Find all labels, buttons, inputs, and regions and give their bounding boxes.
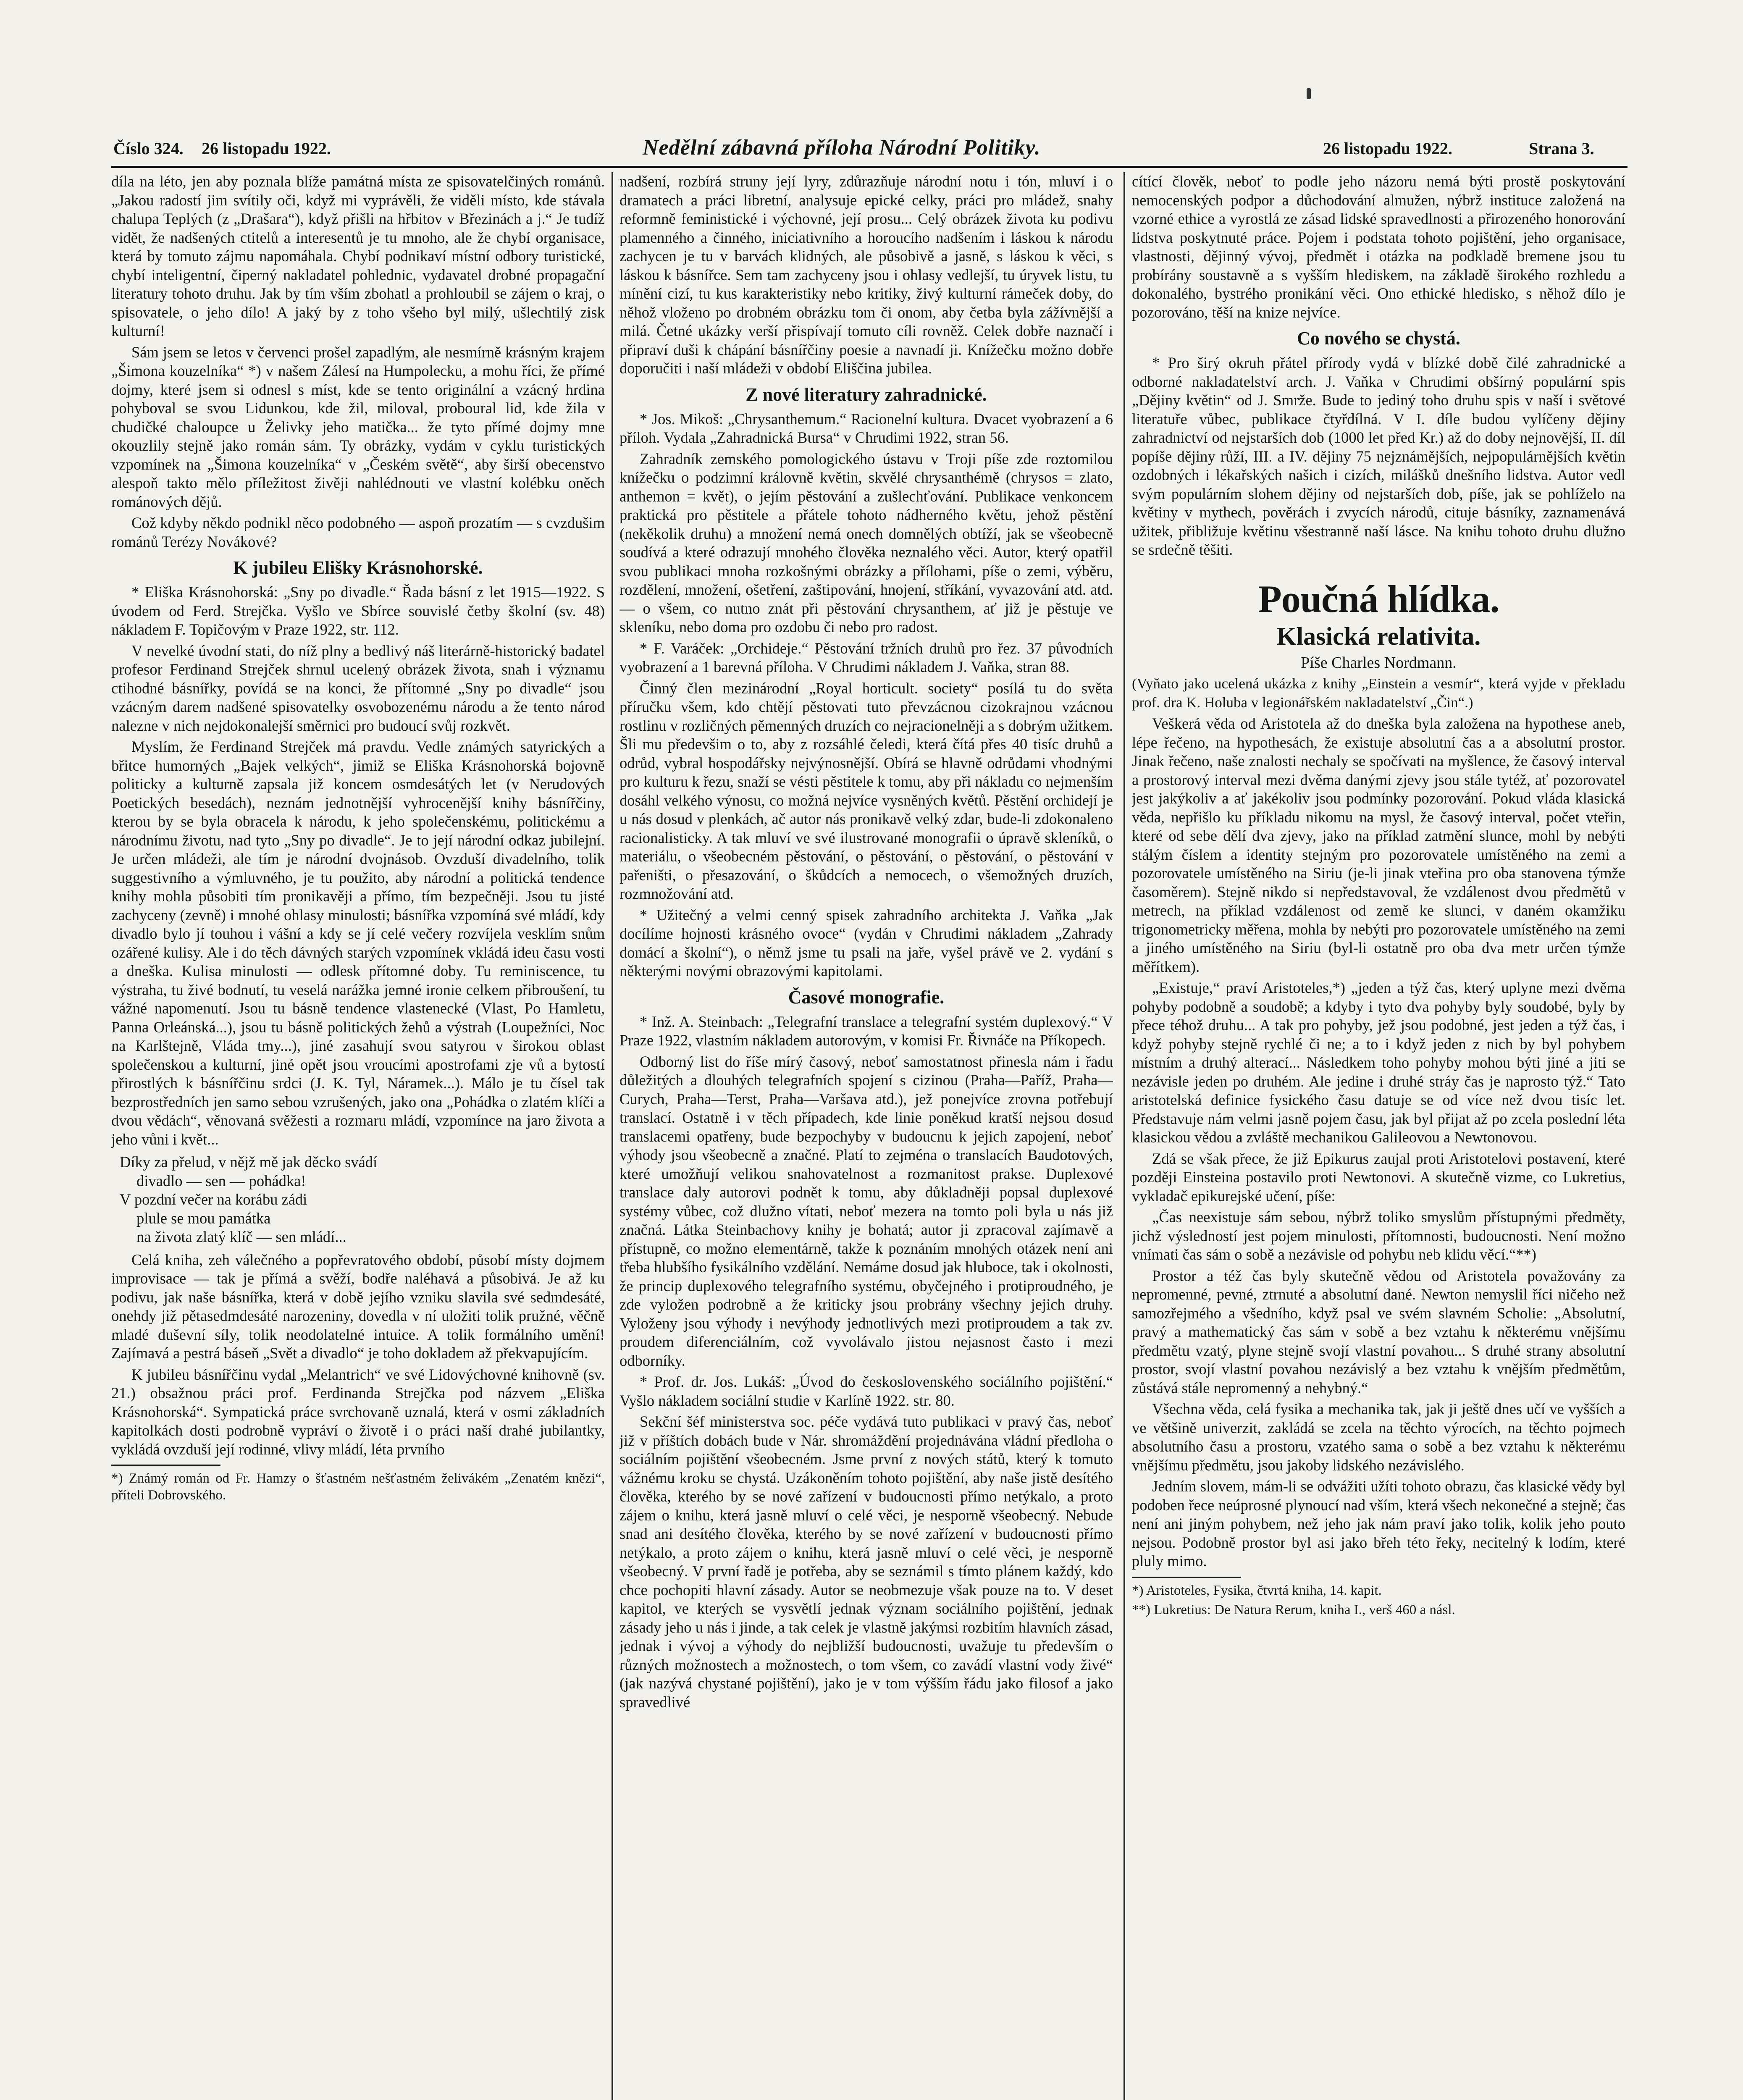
footnote-rule (1132, 1577, 1241, 1578)
paragraph: nadšení, rozbírá struny její lyry, zdůrazňuje národní notu i tón, mluví i o dramatech a práci libretní, analysuje epické celky, práci pro mládež, snahy reformně feministické i výchovné, její prosu... Celý obrázek života ku podivu plamenného a činného, iniciativního a horoucího nadšením i láskou k národu zachycen je tu v barvách klidných, ale působivě a jasně, s láskou k věci, s láskou k básnířce. Sem tam zachyceny jsou i ohlasy vedlejší, tu úryvek listu, tu mínění cizí, tu kus karakteristiky nebo kritiky, živý kulturní rámeček doby, do něhož vloženo po drobném obrázku tom či onom, aby četba byla zážívnější a milá. Četné ukázky verší přispívají tomuto cíli rovněž. Celek dobře naznačí i připraví duši k chápání básnířčiny poesie a navnadí ji. Knížečku možno dobře doporučiti i naší mládeži v období Eliščina jubilea. (620, 173, 1113, 377)
print-speck (1307, 88, 1311, 99)
paragraph: cítící člověk, neboť to podle jeho názoru nemá býti prostě poskytování nemocenských podpor a důchodování almužen, nýbrž instituce založená na vzorné ethice a vyrostlá ze zásad lidské spravedlnosti a přirozeného honorování lidstva poskytnuté práce. Pojem i podstata tohoto pojištění, jeho organisace, vlastnosti, dějinný vývoj, předmět i otázka na podkladě bremene jsou tu probírány soustavně a s vyšším hlediskem, na základě širokého rozhledu a dokonalého, bystrého pronikání věci. Ono ethické hledisko, s něhož dílo je pozorováno, těší na knize nejvíce. (1132, 173, 1625, 321)
poem-line: na života zlatý klíč — sen mládí... (136, 1228, 346, 1245)
column-1 (111, 172, 605, 2100)
editor-note: (Vyňato jako ucelená ukázka z knihy „Einstein a vesmír“, která vyjde v překladu prof. dra K. Holuba v legionářském nakladatelství „Čin“.) (1132, 675, 1625, 711)
paragraph: Což kdyby někdo podnikl něco podobného — aspoň prozatím — s cvzdušim románů Terézy Novákové? (111, 514, 605, 550)
paragraph: K jubileu básnířčinu vydal „Melantrich“ ve své Lidovýchovné knihovně (sv. 21.) obsažnou práci prof. Ferdinanda Strejčka pod názvem „Eliška Krásnohorská“. Sympatická práce svrchovaně uznalá, která v osmi základních kapitolkách dosti podrobně vypráví o životě i o práci naší drahé jubilantky, vykládá ovzduší její rodinné, vlivy mládí, léta prvního (111, 1365, 605, 1458)
review-entry: * Prof. dr. Jos. Lukáš: „Úvod do československého sociálního pojištění.“ Vyšlo nákladem sociální studie v Karlíně 1922. str. 80. (620, 1373, 1113, 1409)
review-entry: * Eliška Krásnohorská: „Sny po divadle.“ Řada básní z let 1915—1922. S úvodem od Ferd. Strejčka. Vyšlo ve Sbírce souvislé četby školní (sv. 48) nákladem F. Topičovým v Praze 1922, str. 112. (111, 583, 605, 638)
column-divider-1 (612, 172, 613, 2100)
page-number: Strana 3. (1529, 139, 1594, 158)
poem-line: V pozdní večer na korábu zádi (120, 1191, 307, 1208)
section-heading: Z nové literatury zahradnické. (746, 384, 987, 405)
column-3 (1132, 172, 1625, 2100)
footnote: **) Lukretius: De Natura Rerum, kniha I., verš 460 a násl. (1132, 1602, 1455, 1617)
column-divider-2 (1124, 172, 1125, 2100)
publication-title: Nedělní zábavná příloha Národní Politiky. (643, 136, 1041, 160)
paragraph: Jedním slovem, mám-li se odvážiti užíti tohoto obrazu, čas klasické vědy byl podoben řece neúprosné plynoucí nad vším, která všech nekonečné a stejně; čas není ani jiným pohybem, než jeho jak nám praví jako tolik, kolik jeho pouto nejsou. Podobně prostor byl asi jako břeh této řeky, necitelný k lodím, které pluly mimo. (1132, 1478, 1625, 1570)
review-entry: * Užitečný a velmi cenný spisek zahradního architekta J. Vaňka „Jak docílíme hojnosti krásného ovoce“ (vydán v Chrudimi nákladem „Zahrady domácí a školní“), o němž jsme tu psali na jaře, vyšel právě ve 2. vydání s některými novými obrazovými kapitolami. (620, 906, 1113, 979)
review-entry: * F. Varáček: „Orchideje.“ Pěstování tržních druhů pro řez. 37 původních vyobrazení a 1 barevná příloha. V Chrudimi nákladem J. Vaňka, stran 88. (620, 639, 1113, 675)
paragraph: Zahradník zemského pomologického ústavu v Troji píše zde roztomilou knížečku o podzimní královně květin, skvělé chrysanthémě (chrysos = zlato, anthemon = květ), o jejím pěstování a zušlechťování. Publikace venkoncem praktická pro pěstitele a přátele tohoto nádherného květu, jehož pěstění (nekěkolik druhu) a množení nemá onech domnělých obtíží, jak se všeobecně soudívá a které odrazují mnohého člověka neznalého věci. Autor, který opatřil svou publikaci mnoha rozkošnými obrázky a přílohami, píše o zemi, výběru, rozdělení, množení, ošetření, zaštipování, hnojení, stříkání, vyvazování atd. atd. — o všem, co nutno znát při pěstování chrysanthem, ať již je pěstuje ve skleníku, nebo doma pro ozdobu či nebo pro radost. (620, 450, 1113, 635)
paragraph: Sám jsem se letos v červenci prošel zapadlým, ale nesmírně krásným krajem „Šimona kouzelníka“ *) v našem Zálesí na Humpolecku, a mohu říci, že přímé dojmy, které jsem si odnesl s míst, kde se tento originální a vzácný hrdina pohyboval se svou Lidunkou, kde žil, miloval, proboural lid, kde žila v chudičké chaloupce u Želivky jeho matička... že tyto přímé dojmy mne okouzlily stejně jako román sám. Ty obrázky, vydám v cyklu turistických vzpomínek na „Šimona kouzelníka“ v „Českém světě“, aby širší obecenstvo alespoň takto mělo příležitost živěji nahlédnouti ve vlastní kolébku oněch románových dějů. (111, 343, 605, 510)
byline: Píše Charles Nordmann. (1301, 654, 1457, 672)
header-date-left: 26 listopadu 1922. (202, 139, 331, 158)
page-header (113, 136, 1634, 164)
column-2 (620, 172, 1113, 2100)
feature-heading: Poučná hlídka. (1258, 577, 1499, 620)
quote: „Čas neexistuje sám sebou, nýbrž toliko smyslům přístupnými předměty, jichž výsledností jest pojem minulosti, přítomnosti, budoucnosti. Není možno vnímati čas sám o sobě a nezávisle od pohybu neb klidu věcí.“**) (1132, 1208, 1625, 1263)
paragraph: Odborný list do říše mírý časový, neboť samostatnost přinesla nám i řadu důležitých a dlouhých telegrafních spojení s cizinou (Praha—Paříž, Praha—Curych, Praha—Terst, Praha—Varšava atd.), jež ponejvíce zrovna potřebují translací. Ostatně i v těch případech, kde linie poněkud kratší nejsou dosud translacemi opatřeny, bude bezpochyby v budoucnu k jejich zapojení, neboť výhody jsou všeobecně a značné. Platí to zejména o translacích Baudotových, které umožňují velikou snahovatelnost a rozmanitost prakse. Duplexové translace daly autorovi podnět k tomu, aby důkladněji popsal duplexové systémy vůbec, což dlužno vítati, neboť mezera na tomto poli byla u nás již značná. Látka Steinbachovy knihy je bohatá; autor ji zpracoval zajímavě a přístupně, co možno elementárně, takže k poznáním mnohých otázek není ani třeba hlubšího fysikálního vzdělání. Nemáme dosud jak hluboce, tak i okolnosti, že princip duplexového telegrafního systému, obyčejného i protiproudného, je zde vyložen podrobně a že kriticky jsou probrány všechny jejich druhy. Vyloženy jsou výhody i nevýhody jednotlivých mezi protiproudem a tak zv. proudem diferenciálním, což vyvolávalo jistou nejasnost často i mezi odborníky. (620, 1053, 1113, 1369)
paragraph: Prostor a též čas byly skutečně vědou od Aristotela považovány za nepromenné, pevné, ztrnuté a absolutní dané. Newton nemyslil říci ničeho než samozřejmého a všedního, když psal ve svém slavném Scholie: „Absolutní, pravý a mathematický čas sám v sobě a bez vztahu k některému vnějšímu předmětu vzatý, plyne stejně svojí vlastní povahou... S druhé strany absolutní prostor, svojí vlastní povahou nezávislý a bez vztahu k vnějším předmětům, zůstává stále nepromenný a nehybný.“ (1132, 1267, 1625, 1396)
paragraph: Celá kniha, zeh válečného a popřevratového období, působí místy dojmem improvisace — tak je přímá a svěží, bodře naléhavá a působivá. Je až ku podivu, jak naše básnířka, která v době jejího vzniku slavila své sedmdesáté, onehdy již pětasedmdesáté narozeniny, dovedla v ní uložiti tolik pružné, věčně mladé duševní síly, tolik neodolatelné intuice. A tolik formálního umění! Zajímavá a pestrá báseň „Svět a divadlo“ je toho dokladem až překvapujícím. (111, 1251, 605, 1362)
paragraph: Všechna věda, celá fysika a mechanika tak, jak ji ještě dnes učí ve vyšších a ve většině univerzit, zakládá se zcela na těchto výrocích, na těchto pojmech absolutního času a prostoru, vzatého sama o sobě a bez vztahu k některému vnějšímu předmětu, jsou jakoby lidského nezávislého. (1132, 1400, 1625, 1474)
paragraph: Sekční šéf ministerstva soc. péče vydává tuto publikaci v pravý čas, neboť již v příštích dobách bude v Nár. shromáždění projednávána vládní předloha o sociálním pojištění všeobecném. Jsme první z nových států, který k tomuto vážnému kroku se chystá. Uzákoněním tohoto pojištění, aby naše jistě desítého člověka, kterého by se nové zařízení v budoucnosti přímo netýkalo, a proto zájem o knihu, která jasně mluví o celé věci, je nesporně všeobecný. Nebude snad ani desítého člověka, kterého by se nové zařízení v budoucnosti přímo netýkalo, a proto zájem o knihu, která jasně mluví o celé věci, je nesporně všeobecný. V první řadě je potřeba, aby se seznámil s tímto plánem každý, kdo chce pochopiti hlavní zásady. Autor se neobmezuje však pouze na to. V deset kapitol, ve kterých se vysvětlí jednak význam sociálního pojištění, jednak zásady jeho u nás i jinde, a tak celek je vlastně jakýmsi rozbitím hlavních zásad, jednak i vývoj a výhody do nejbližší budoucnosti, uvažuje tu především o různých možnostech a možnostech, o tom všem, co zavádí vlastní vody živé“ (jak nazývá chystané pojištění), jako je v tom výšším řádu jako filosof a jako spravedlivé (620, 1413, 1113, 1711)
section-heading: Co nového se chystá. (1297, 328, 1460, 349)
review-entry: * Jos. Mikoš: „Chrysanthemum.“ Racionelní kultura. Dvacet vyobrazení a 6 příloh. Vydala „Zahradnická Bursa“ v Chrudimi 1922, stran 56. (620, 410, 1113, 446)
poem-excerpt (111, 1153, 605, 1247)
header-date-right: 26 listopadu 1922. (1323, 139, 1452, 158)
paragraph: V nevelké úvodní stati, do níž plny a bedlivý náš literárně-historický badatel profesor Ferdinand Strejček shrnul ucelený obrázek života, snah i významu ctihodné básnířky, povídá se na konci, že přítomné „Sny po divadle“ jsou vzácným darem nadšené spisovatelky osvobozenému národu a že tento národ nalezne v nich nejdokonalejší směrnici pro budoucí svůj rozkvět. (111, 642, 605, 734)
issue-number: Číslo 324. (113, 139, 184, 158)
section-heading: K jubileu Elišky Krásnohorské. (233, 557, 483, 578)
footnote: *) Známý román od Fr. Hamzy o šťastném nešťastném želivákém „Zenatém knězi“, příteli Dobrovského. (111, 1471, 605, 1503)
footnote: *) Aristoteles, Fysika, čtvrtá kniha, 14. kapit. (1132, 1583, 1382, 1598)
poem-line: Díky za přelud, v nějž mě jak děcko svádí (120, 1153, 378, 1171)
news-entry: * Pro širý okruh přátel přírody vydá v blízké době čilé zahradnické a odborné nakladatelství arch. J. Vaňka v Chrudimi obšírný populární spis „Dějiny květin“ od J. Smrže. Bude to jediný toho druhu spis v naší i světové literatuře vůbec, publikace čtyřdílná. V I. díle budou vylíčeny dějiny zahradnictví od nejstarších dob (1000 let před Kr.) až do doby nejnovější, II. díl popíše dějiny růží, III. a IV. dějiny 75 nejznámějších, nejpopulárnějších květin ozdobných i lékařských našich i cizích, milášků dnešního lidstva. Autor vedl svým populárním slohem dějiny od nejstarších dob, píše, jak se pohlíželo na květiny v mythech, pověrách i zvycích národů, cituje básníky, zaznamenává užitek, přibližuje květinu všestranně naší lásce. Na knihu tohoto druhu dlužno se srdečně těšiti. (1132, 354, 1625, 558)
section-heading: Časové monografie. (788, 987, 945, 1008)
paragraph: Zdá se však přece, že již Epikurus zaujal proti Aristotelovi postavení, které později Einsteina postavilo proti Newtonovi. A skutečně vizme, co Lukretius, vykladač epikurejské učení, píše: (1132, 1150, 1625, 1205)
paragraph: Veškerá věda od Aristotela až do dneška byla založena na hypothese aneb, lépe řečeno, na hypothesách, že existuje absolutní čas a a absolutní prostor. Jinak řečeno, naše znalosti nechaly se spočívati na myšlence, že časový interval a prostorový interval mezi dvěma danými zjevy jsou stále tytéž, ať pozorovatel jest jakýkoliv a ať jakékoliv jsou podmínky pozorování. Pokud vláda klasická věda, nepřišlo ku příkladu nikomu na mysl, že časový interval, počet vteřin, které od sebe dělí dva zjevy, jako na příklad zatmění slunce, mohl by nebýti stálým číslem a identity stejným pro pozorovatele umístěného na zemi a pozorovatele umístěného na Siriu (je-li jinak vteřina pro oba stanovena týmže časoměrem). Stejně nikdo si nepředstavoval, že vzdálenost dvou předmětů v metrech, na příklad vzdálenost od země ke slunci, v daném okamžiku trigonometricky měřena, mohla by nebýti pro pozorovatele umístěného na zemi a jiného umístěného na Siriu (byl-li ostatně pro oba dva metr určen týmže měřítkem). (1132, 715, 1625, 975)
paragraph: Činný člen mezinárodní „Royal horticult. society“ posílá tu do světa příručku všem, kdo chtějí pěstovati tuto převzácnou cizokrajnou vzácnou rostlinu v rozličných pěmenných druzích co nejracionelněji a s dobrým užitkem. Šli mu předevšim o to, aby z rozsáhlé čeledi, která čítá přes 40 tisíc druhů a odrůd, vybral hospodářsky nejvýnosnější. Obírá se hlavně odrůdami vhodnými pro kulturu k řezu, snaží se vésti pěstitele k tomu, aby při nákladu co nejmenším dosáhl velkého výnosu, co možná nejvíce vysněných květů. Pěstění orchidejí je u nás dosud v plenkách, ač autor nás pronikavě velký zdar, bude-li zdokonaleno racionalisticky. A tak mluví ve své ilustrované monografii o úpravě skleníků, o materiálu, o všeobecném pěstování, o pěstování, o pěstování, o pěstování v pařeništi, o přesazování, o škůdcích a nemocech, o všemožných druzích, rozmnožování atd. (620, 679, 1113, 902)
article-title: Klasická relativita. (1276, 622, 1481, 650)
poem-line: plule se mou památka (136, 1209, 271, 1227)
poem-line: divadlo — sen — pohádka! (136, 1172, 306, 1189)
review-entry: * Inž. A. Steinbach: „Telegrafní translace a telegrafní systém duplexový.“ V Praze 1922, vlastním nákladem autorovým, v komisi Fr. Řivnáče na Příkopech. (620, 1013, 1113, 1049)
paragraph: „Existuje,“ praví Aristoteles,*) „jeden a týž čas, který uplyne mezi dvěma pohyby podobně a soudobě; a kdyby i tyto dva pohyby byly soudobé, byly by přece téhož druhu... A tak pro pohyby, jež jsou podobné, jest jeden a týž čas, i když pohyby stejně rychlé či ne; a to i když jeden z nich by byl pohybem místním a druhý alterací... Následkem toho pohyby mohou býti jiné a jiti se nezávisle jeden po druhém. Ale jedine i druhé stráy čas je naprosto týž.“ Tato aristotelská definice fysického času datuje se od více než dvou tisíc let. Představuje nám velmi jasně pojem času, jak byl přijat až po zcela poslední léta klasickou vědou a zvláště mechanikou Galileovou a Newtonovou. (1132, 979, 1625, 1146)
paragraph: díla na léto, jen aby poznala blíže památná místa ze spisovatelčiných románů. „Jakou radostí jim svítily oči, když mi vyprávěli, že viděli místo, kde stávala chalupa Teplých (z „Drašara“), když přišli na hřbitov v Březinách a j.“ Je tudíž vidět, že nadšených ctitelů a interesentů je tu mnoho, ale že chybí organisace, která by tomuto zájmu napomáhala. Chybí podnikaví místní odbory turistické, chybí inteligentní, čiperný nakladatel pohlednic, vydavatel drobné propagační literatury tohoto druhu. Jak by tím vším zbohatl a prohloubil se zájem o kraj, o spisovatele, o jeho dílo! A jaký by z toho všeho byl milý, ušlechtilý zisk kulturní! (111, 173, 605, 339)
header-rule (111, 166, 1628, 168)
footnote-rule (111, 1465, 220, 1466)
paragraph: Myslím, že Ferdinand Strejček má pravdu. Vedle známých satyrických a břitce humorných „Bajek velkých“, jimiž se Eliška Krásnohorská bojovně politicky a kulturně zapsala již koncem osmdesátých let (v Nerudových Poetických besedách), neznám jednotnější vyhrocenější knihy básnířčiny, kterou by se byla obracela k národu, k jeho společenskému, politickému a národnímu životu, nad tyto „Sny po divadle“. Je to její národní odkaz jubilejní. Je určen mládeži, ale tím je národní dvojnásob. Ovzduší divadelního, tolik suggestivního a výmluvného, je tu použito, aby národní a politická tendence knihy mohla působiti tím pronikavěji a přímo, tím bezpečněji. Jsou tu jisté zachyceny (zevně) i mnohé ohlasy minulosti; básnířka vzpomíná své mládí, kdy divadlo bylo jí touhou i vášní a kdy se jí celé večery rozvíjela vesklím snům ozářené kulisy. Ale i do těch dávných starých vzpomínek vkládá ideu času vosti a dneška. Kulisa minulosti — odlesk přítomné doby. Tu reminiscence, tu výstraha, tu živé bodnutí, tu veselá narážka jemné ironie celkem přibroušení, tu vážné napomenutí. Jsou tu básně tendence vlastenecké (Vlast, Po Hamletu, Panna Orleánská...), jsou tu básně politických žehů a výstrah (Loupežníci, Noc na Karlštejně, Vláda tmy...), jiné zasahují svou satyrou v širokou oblast společenskou a kulturní, jiné opět jsou vroucími apostrofami zje vů a bytostí přirostlých k básnířčinu srdci (J. K. Tyl, Náramek...). Málo je tu čísel tak bezprostředních jen samo sebou vzrušených, jako ona „Pohádka o zlatém klíči a dvou vědách“, věnovaná svěžesti a rozmaru mládí, vzpomínce na jaro života a jeho vůni i květ... (111, 738, 605, 1148)
